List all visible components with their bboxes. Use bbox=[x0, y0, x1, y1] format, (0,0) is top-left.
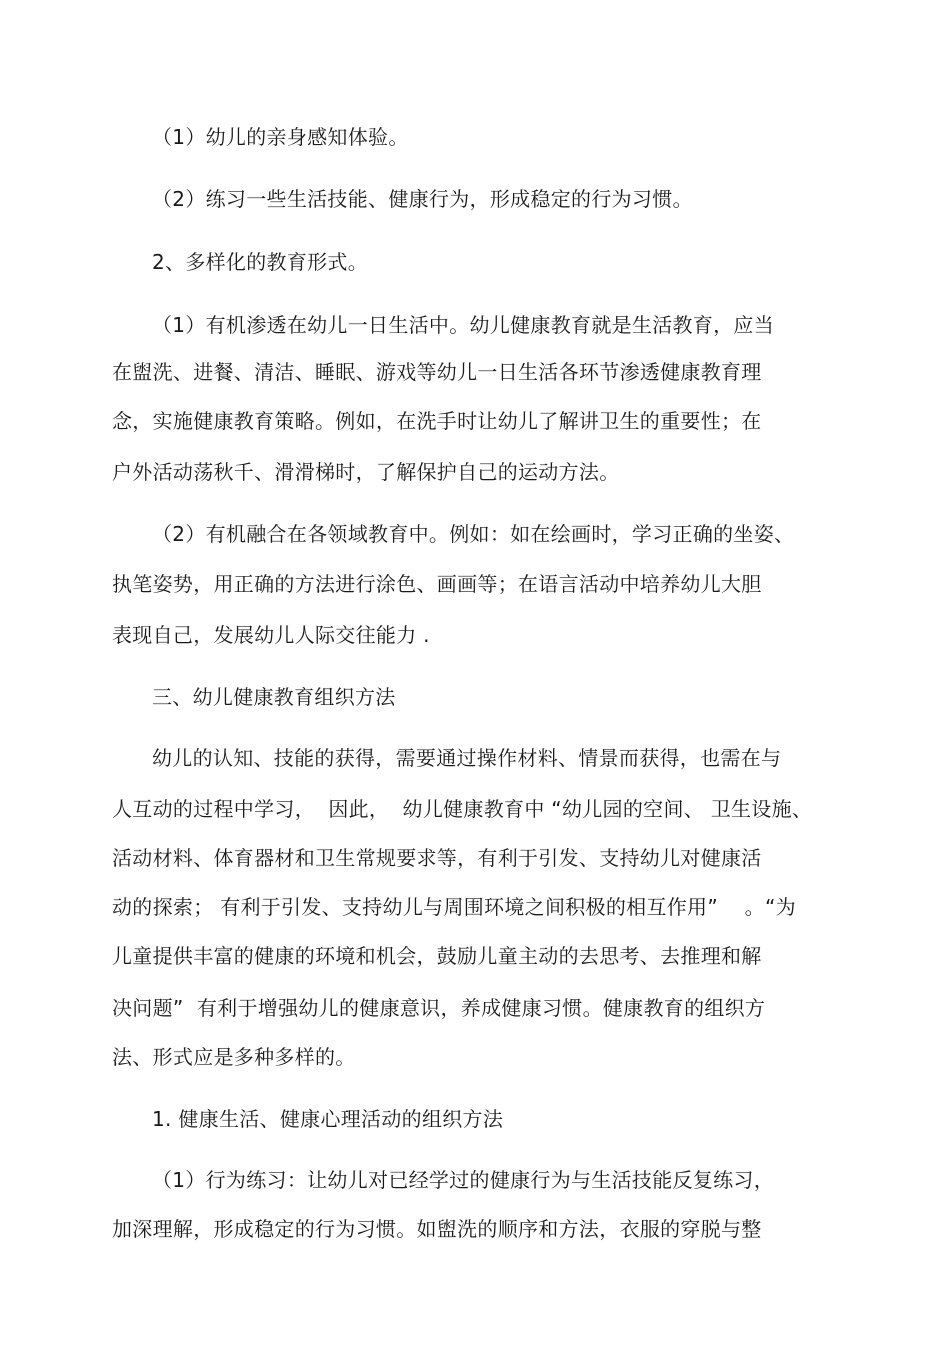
section-heading: 三、幼儿健康教育组织方法 bbox=[152, 685, 396, 709]
paragraph-line: 幼儿的认知、技能的获得，需要通过操作材料、情景而获得，也需在与 bbox=[152, 746, 782, 770]
paragraph-line: 人互动的过程中学习， 因此， 幼儿健康教育中 “幼儿园的空间、 卫生设施、 bbox=[112, 797, 813, 821]
paragraph-line: （1）有机渗透在幼儿一日生活中。幼儿健康教育就是生活教育，应当 bbox=[152, 313, 775, 337]
paragraph-line: 执笔姿势，用正确的方法进行涂色、画画等；在语言活动中培养幼儿大胆 bbox=[112, 572, 762, 596]
paragraph-line: 活动材料、体育器材和卫生常规要求等，有利于引发、支持幼儿对健康活 bbox=[112, 846, 762, 870]
paragraph-line: 加深理解，形成稳定的行为习惯。如盥洗的顺序和方法，衣服的穿脱与整 bbox=[112, 1217, 762, 1241]
paragraph-line: 动的探索； 有利于引发、支持幼儿与周围环境之间积极的相互作用” 。“为 bbox=[112, 895, 796, 919]
paragraph-line: 表现自己，发展幼儿人际交往能力 . bbox=[112, 623, 430, 647]
paragraph-line: 念，实施健康教育策略。例如，在洗手时让幼儿了解讲卫生的重要性；在 bbox=[112, 409, 762, 433]
list-item: （2）练习一些生活技能、健康行为，形成稳定的行为习惯。 bbox=[152, 187, 693, 211]
section-heading: 1. 健康生活、健康心理活动的组织方法 bbox=[152, 1107, 504, 1131]
paragraph-line: 决问题” 有利于增强幼儿的健康意识，养成健康习惯。健康教育的组织方 bbox=[112, 996, 766, 1020]
paragraph-line: （2）有机融合在各领域教育中。例如：如在绘画时，学习正确的坐姿、 bbox=[152, 522, 795, 546]
paragraph-line: 法、形式应是多种多样的。 bbox=[112, 1045, 356, 1069]
paragraph-line: 儿童提供丰富的健康的环境和机会，鼓励儿童主动的去思考、去推理和解 bbox=[112, 944, 762, 968]
section-heading: 2、多样化的教育形式。 bbox=[152, 250, 369, 274]
paragraph-line: 在盥洗、进餐、清洁、睡眠、游戏等幼儿一日生活各环节渗透健康教育理 bbox=[112, 360, 762, 384]
paragraph-line: 户外活动荡秋千、滑滑梯时，了解保护自己的运动方法。 bbox=[112, 460, 620, 484]
paragraph-line: （1）行为练习：让幼儿对已经学过的健康行为与生活技能反复练习， bbox=[152, 1168, 775, 1192]
list-item: （1）幼儿的亲身感知体验。 bbox=[152, 125, 409, 149]
